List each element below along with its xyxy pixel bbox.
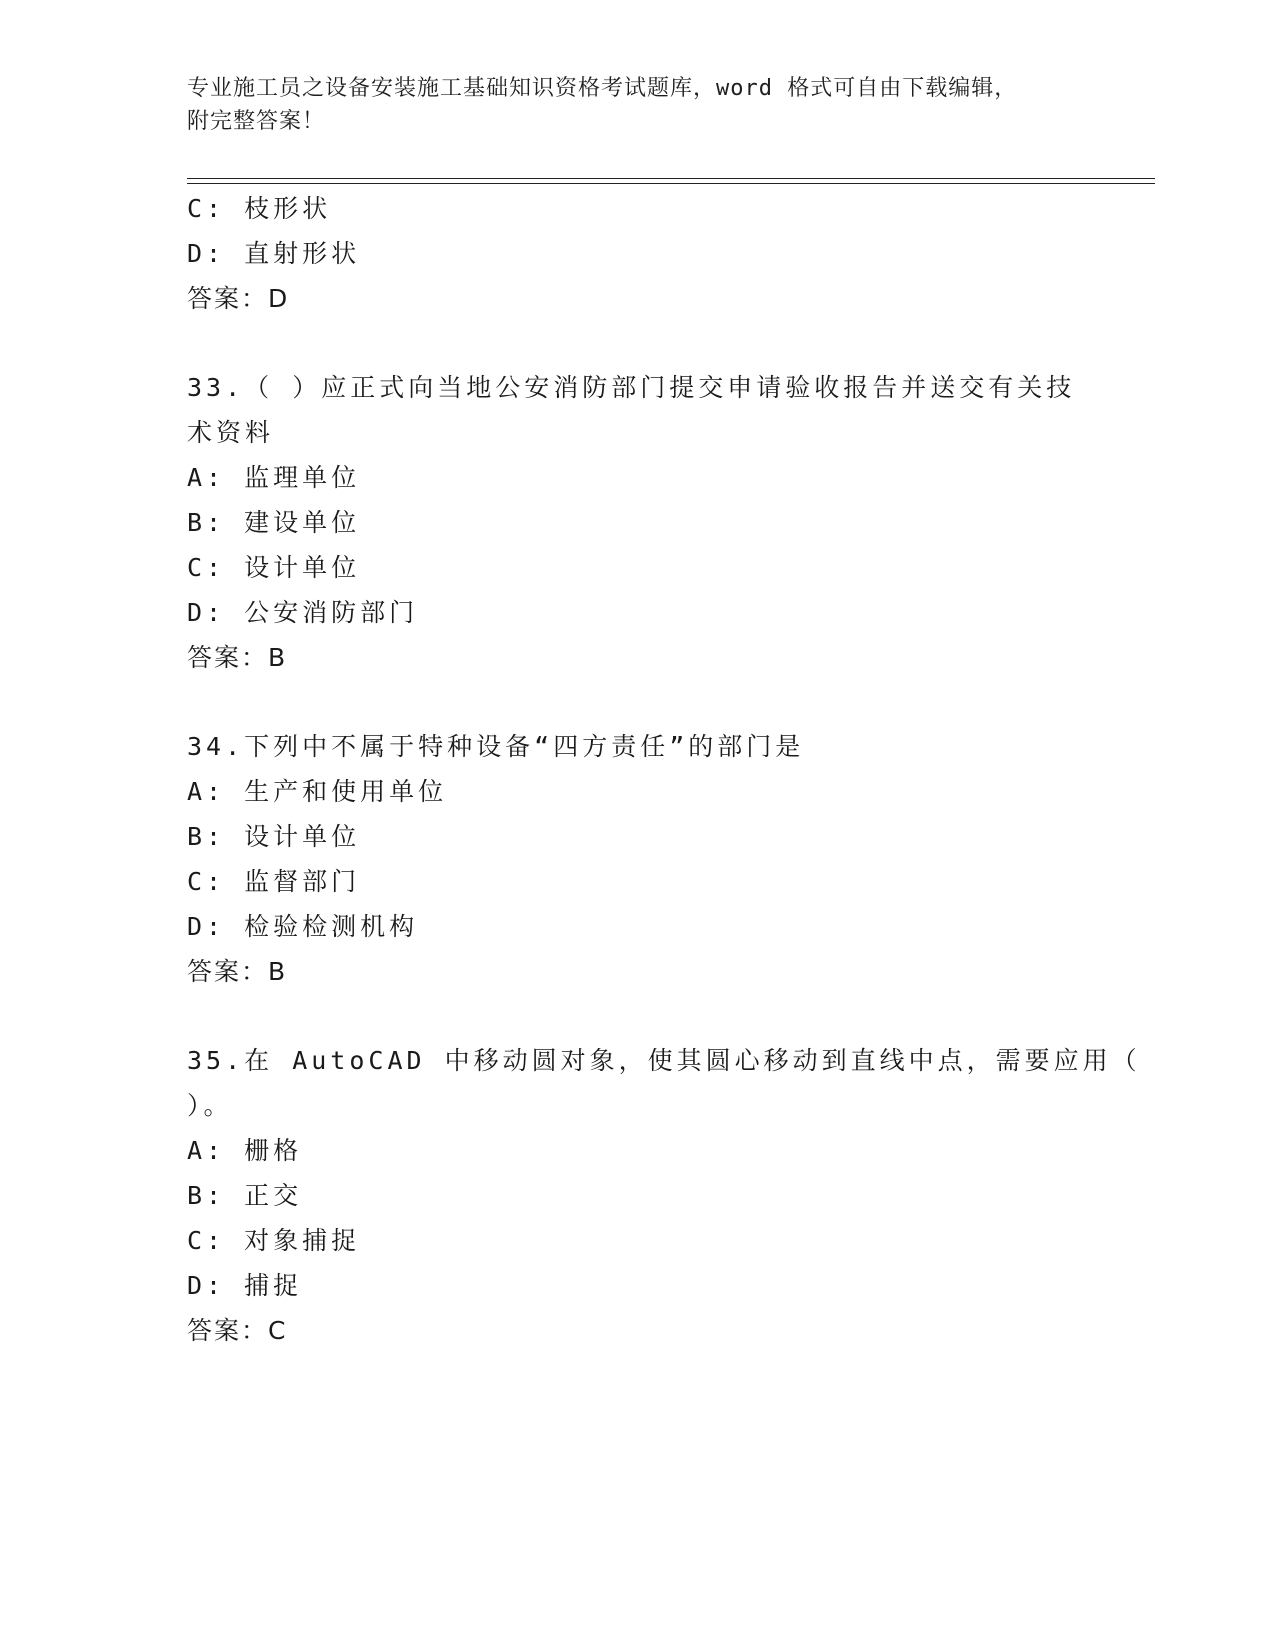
option-c: C: 设计单位 — [187, 553, 361, 582]
option-a: A: 生产和使用单位 — [187, 777, 448, 806]
option-b: B: 设计单位 — [187, 822, 361, 851]
header-divider-top — [187, 178, 1155, 179]
page-header — [187, 72, 1067, 138]
answer-label: 答案：B — [187, 957, 288, 986]
question-stem-continued: ）。 — [187, 1091, 233, 1120]
option-a: A: 栅格 — [187, 1136, 303, 1165]
question-stem: 35.在 AutoCAD 中移动圆对象，使其圆心移动到直线中点，需要应用（ — [187, 1046, 1141, 1075]
question-stem: 33.（ ）应正式向当地公安消防部门提交申请验收报告并送交有关技 — [187, 373, 1076, 402]
option-d: D: 捕捉 — [187, 1271, 303, 1300]
answer-label: 答案：B — [187, 643, 288, 672]
header-line-1: 专业施工员之设备安装施工基础知识资格考试题库，word 格式可自由下载编辑， — [187, 76, 1018, 101]
answer-label: 答案：D — [187, 284, 290, 313]
header-divider-bottom — [187, 183, 1155, 184]
option-c: C: 枝形状 — [187, 194, 332, 223]
option-b: B: 正交 — [187, 1181, 303, 1210]
option-d: D: 直射形状 — [187, 239, 361, 268]
option-d: D: 公安消防部门 — [187, 598, 419, 627]
question-stem-continued: 术资料 — [187, 418, 275, 447]
question-stem: 34.下列中不属于特种设备“四方责任”的部门是 — [187, 732, 805, 761]
header-line-2: 附完整答案！ — [187, 109, 326, 134]
answer-label: 答案：C — [187, 1316, 288, 1345]
option-a: A: 监理单位 — [187, 463, 361, 492]
option-c: C: 监督部门 — [187, 867, 361, 896]
option-b: B: 建设单位 — [187, 508, 361, 537]
option-c: C: 对象捕捉 — [187, 1226, 361, 1255]
option-d: D: 检验检测机构 — [187, 912, 419, 941]
